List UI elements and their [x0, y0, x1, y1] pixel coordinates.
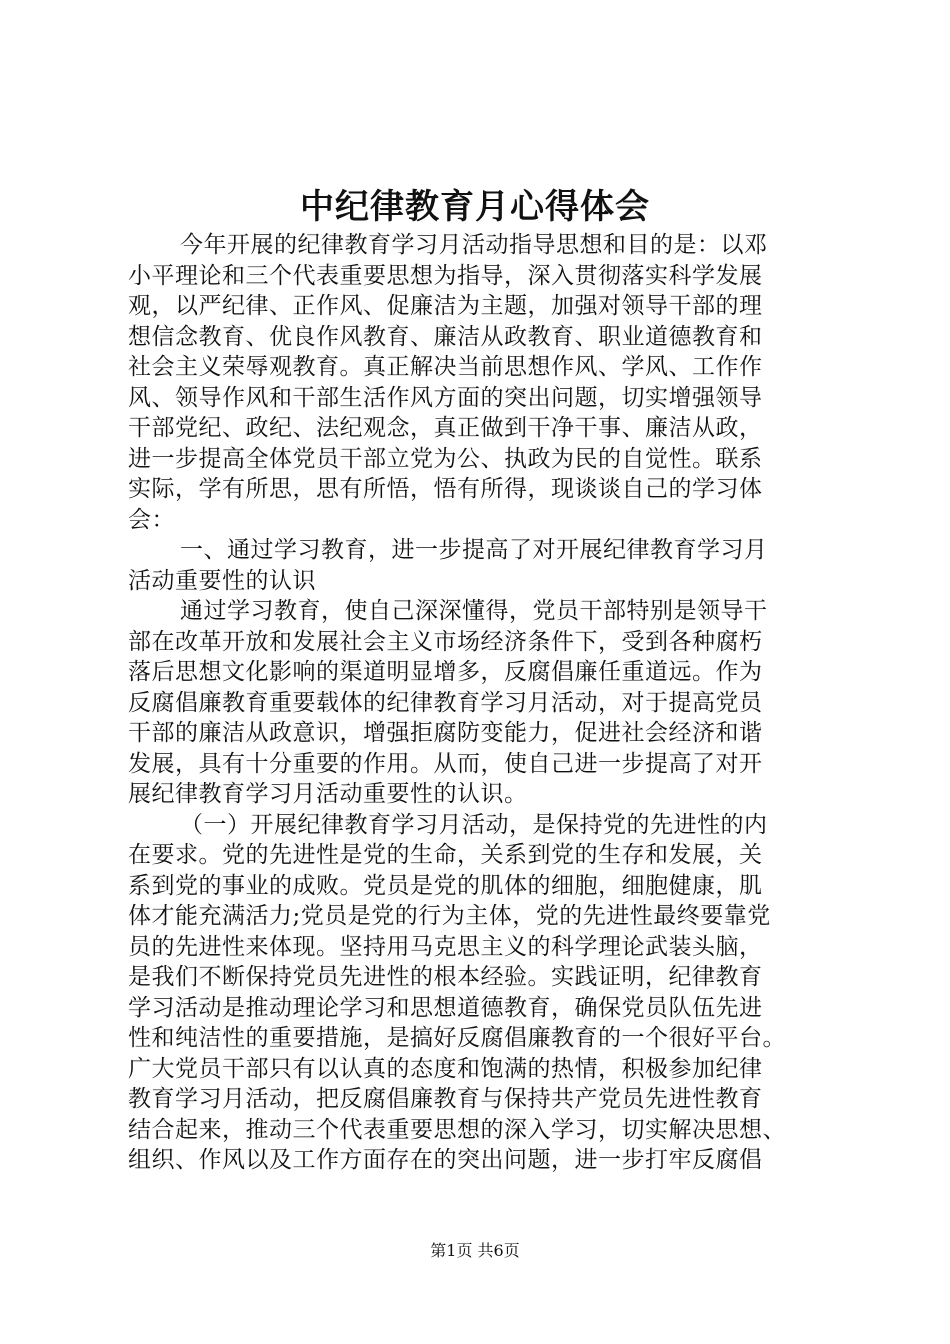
text-line: 观，以严纪律、正作风、促廉洁为主题，加强对领导干部的理: [128, 293, 763, 319]
text-line: 今年开展的纪律教育学习月活动指导思想和目的是：以邓: [180, 232, 768, 258]
text-line: 学习活动是推动理论学习和思想道德教育，确保党员队伍先进: [128, 994, 763, 1021]
text-line: 通过学习教育，使自己深深懂得，党员干部特别是领导干: [180, 598, 768, 624]
text-line: 会：: [128, 506, 175, 533]
document-title: 中纪律教育月心得体会: [300, 187, 650, 227]
text-line: 性和纯洁性的重要措施，是搞好反腐倡廉教育的一个很好平台。: [128, 1025, 786, 1051]
document-body: [128, 230, 830, 1176]
text-line: 落后思想文化影响的渠道明显增多，反腐倡廉任重道远。作为: [128, 659, 763, 685]
text-line: 一、通过学习教育，进一步提高了对开展纪律教育学习月: [180, 537, 768, 563]
text-line: 教育学习月活动，把反腐倡廉教育与保持共产党员先进性教育: [128, 1086, 763, 1112]
text-line: 反腐倡廉教育重要载体的纪律教育学习月活动，对于提高党员: [128, 689, 763, 716]
text-line: 员的先进性来体现。坚持用马克思主义的科学理论武装头脑，: [128, 933, 763, 960]
text-line: 组织、作风以及工作方面存在的突出问题，进一步打牢反腐倡: [128, 1147, 763, 1173]
text-line: 部在改革开放和发展社会主义市场经济条件下，受到各种腐朽: [128, 628, 763, 655]
text-line: 小平理论和三个代表重要思想为指导，深入贯彻落实科学发展: [128, 262, 763, 289]
text-line: 结合起来，推动三个代表重要思想的深入学习，切实解决思想、: [128, 1116, 786, 1143]
text-line: 干部党纪、政纪、法纪观念，真正做到干净干事、廉洁从政，: [128, 415, 763, 441]
text-line: 风、领导作风和干部生活作风方面的突出问题，切实增强领导: [128, 384, 763, 411]
text-line: 是我们不断保持党员先进性的根本经验。实践证明，纪律教育: [128, 964, 763, 990]
text-line: 展纪律教育学习月活动重要性的认识。: [128, 781, 528, 807]
text-line: 广大党员干部只有以认真的态度和饱满的热情，积极参加纪律: [128, 1055, 763, 1082]
text-line: 想信念教育、优良作风教育、廉洁从政教育、职业道德教育和: [128, 323, 763, 350]
text-line: 干部的廉洁从政意识，增强拒腐防变能力，促进社会经济和谐: [128, 720, 763, 746]
page-footer: 第1页 共6页: [430, 1241, 520, 1260]
text-line: 发展，具有十分重要的作用。从而，使自己进一步提高了对开: [128, 750, 763, 777]
text-line: 进一步提高全体党员干部立党为公、执政为民的自觉性。联系: [128, 445, 763, 472]
text-line: （一）开展纪律教育学习月活动，是保持党的先进性的内: [180, 811, 768, 838]
text-line: 社会主义荣辱观教育。真正解决当前思想作风、学风、工作作: [128, 354, 763, 380]
text-line: 在要求。党的先进性是党的生命，关系到党的生存和发展，关: [128, 842, 763, 868]
text-line: 活动重要性的认识: [128, 567, 316, 594]
text-line: 实际，学有所思，思有所悟，悟有所得，现谈谈自己的学习体: [128, 476, 763, 502]
text-line: 系到党的事业的成败。党员是党的肌体的细胞，细胞健康，肌: [128, 872, 763, 899]
text-line: 体才能充满活力;党员是党的行为主体，党的先进性最终要靠党: [128, 903, 771, 929]
